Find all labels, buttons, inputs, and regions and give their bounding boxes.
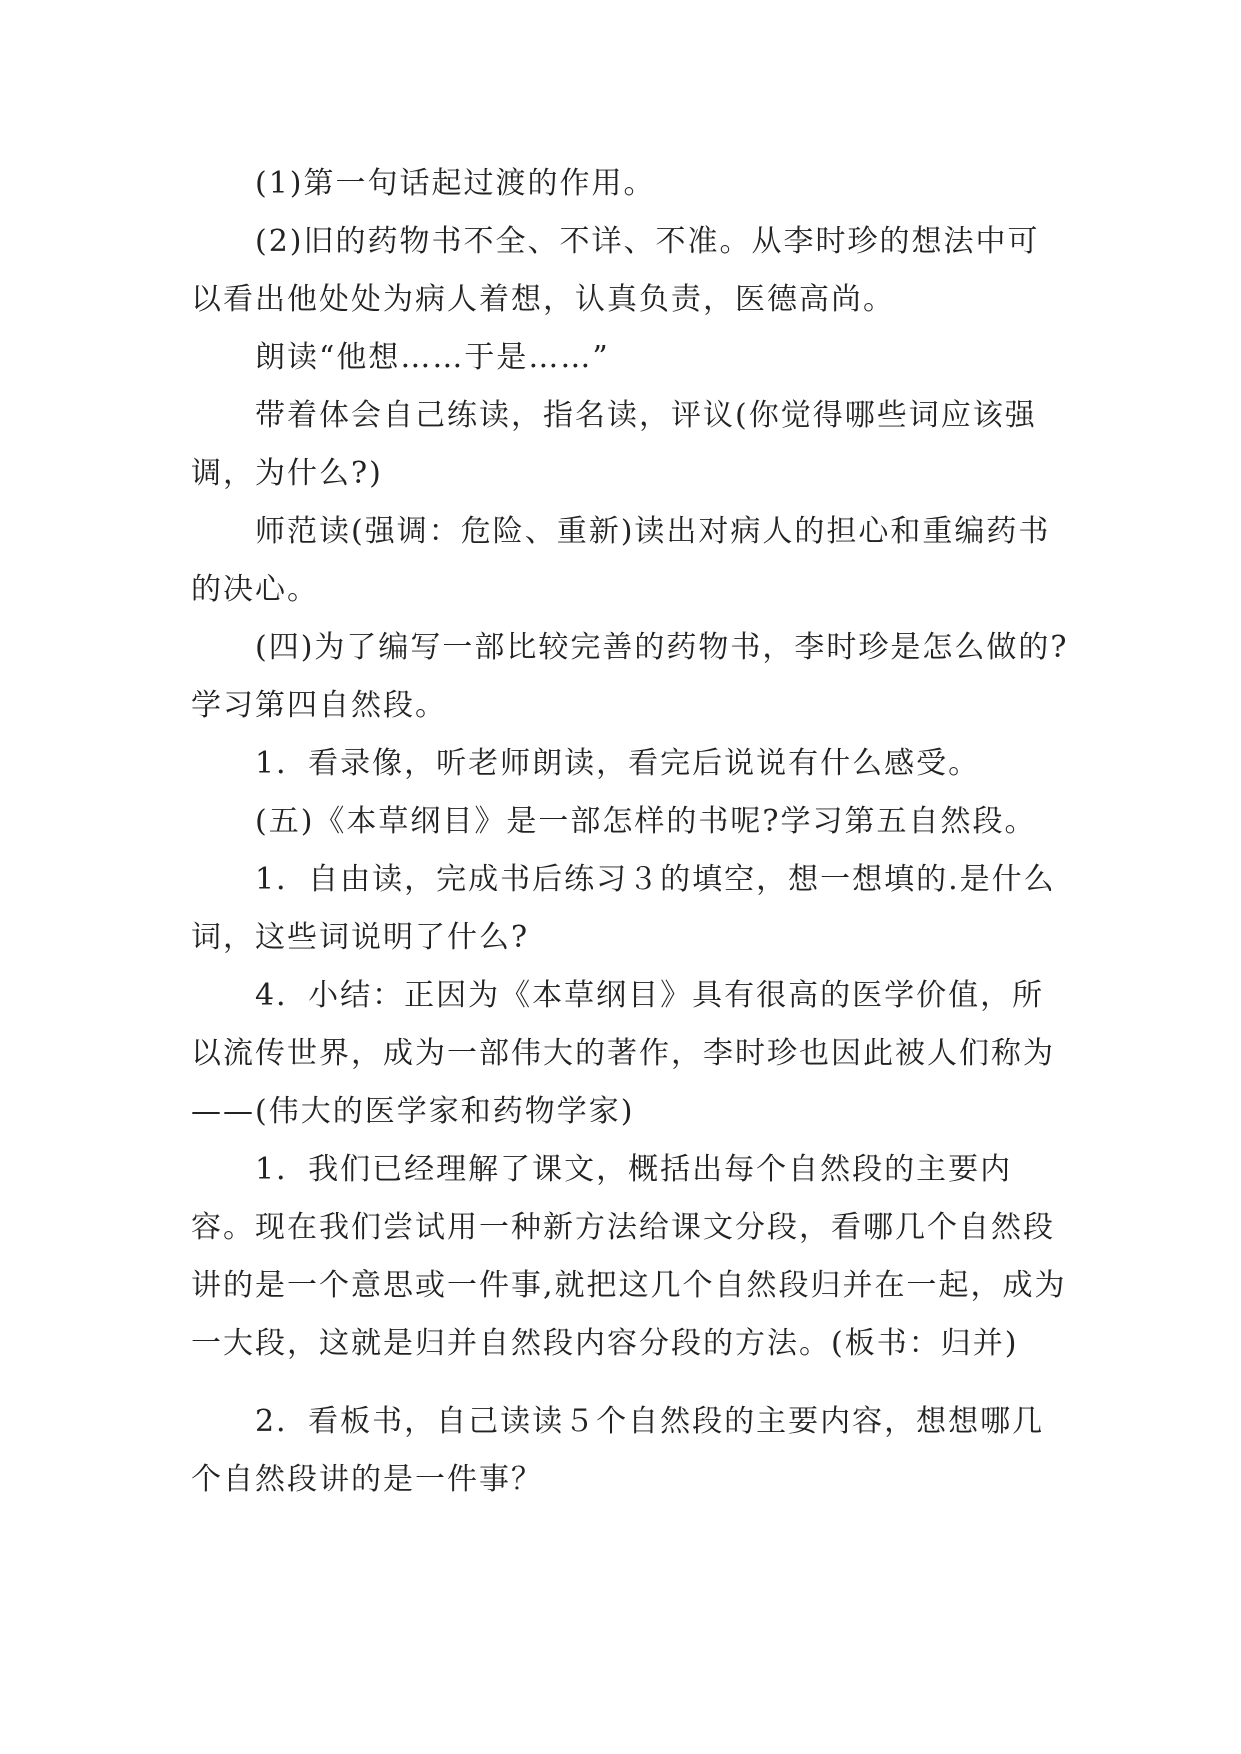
paragraph-1: (1)第一句话起过渡的作用。 [255,166,656,201]
paragraph-12: 2．看板书，自己读读５个自然段的主要内容，想想哪几个自然段讲的是一件事？ [191,1404,1045,1497]
paragraph-6: (四)为了编写一部比较完善的药物书，李时珍是怎么做的?学习第四自然段。 [191,630,1069,723]
paragraph-3: 朗读“他想……于是……” [255,340,610,375]
paragraph-2: (2)旧的药物书不全、不详、不准。从李时珍的想法中可以看出他处处为病人着想，认真负责，医德高尚。 [191,224,1040,317]
paragraph-10: 4．小结：正因为《本草纲目》具有很高的医学价值，所以流传世界，成为一部伟大的著作，李时珍也因此被人们称为——(伟大的医学家和药物学家) [191,978,1055,1129]
paragraph-11: 1．我们已经理解了课文，概括出每个自然段的主要内容。现在我们尝试用一种新方法给课文分段，看哪几个自然段讲的是一个意思或一件事,就把这几个自然段归并在一起，成为一大段，这就是归并自然段内容分段的方法。(板书：归并) [191,1152,1067,1361]
paragraph-4: 带着体会自己练读，指名读，评议(你觉得哪些词应该强调，为什么?) [191,398,1037,491]
paragraph-7: 1．看录像，听老师朗读，看完后说说有什么感受。 [255,746,981,781]
paragraph-8: (五)《本草纲目》是一部怎样的书呢?学习第五自然段。 [255,804,1037,839]
paragraph-9: 1．自由读，完成书后练习３的填空，想一想填的.是什么词，这些词说明了什么? [191,862,1056,955]
document-body [191,155,1071,1509]
paragraph-5: 师范读(强调：危险、重新)读出对病人的担心和重编药书的决心。 [191,514,1051,607]
